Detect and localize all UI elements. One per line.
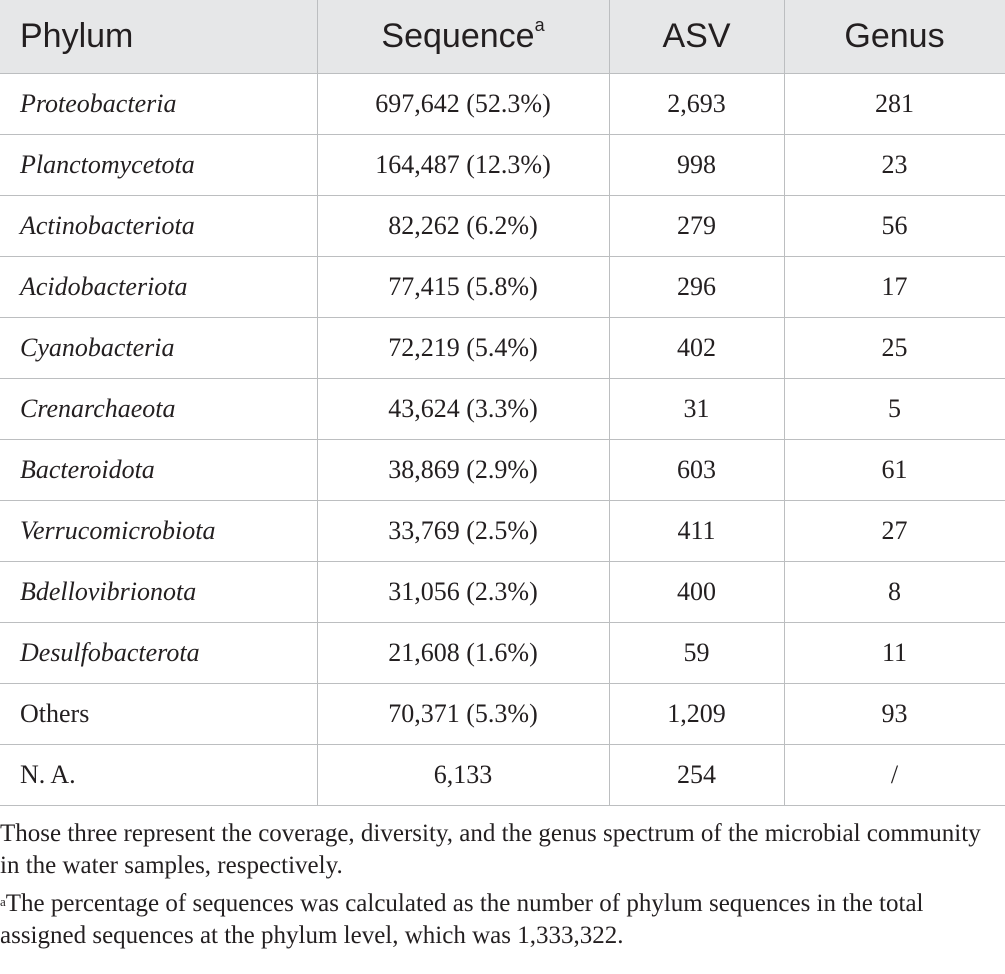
cell-asv: 603	[609, 440, 784, 501]
cell-asv: 279	[609, 196, 784, 257]
cell-phylum: Desulfobacterota	[0, 623, 317, 684]
table-row	[0, 379, 1005, 440]
table-row	[0, 257, 1005, 318]
cell-genus: 61	[784, 440, 1005, 501]
cell-sequence: 77,415 (5.8%)	[317, 257, 609, 318]
cell-genus: 23	[784, 135, 1005, 196]
cell-phylum: Proteobacteria	[0, 74, 317, 135]
footnote-a-text: The percentage of sequences was calculated as the number of phylum sequences in the total assigned sequences at the phylum level, which was 1,333,322.	[0, 890, 924, 949]
cell-asv: 31	[609, 379, 784, 440]
cell-genus: 93	[784, 684, 1005, 745]
table-row	[0, 74, 1005, 135]
cell-sequence: 82,262 (6.2%)	[317, 196, 609, 257]
cell-genus: 17	[784, 257, 1005, 318]
cell-asv: 400	[609, 562, 784, 623]
table-row	[0, 684, 1005, 745]
header-sequence	[317, 0, 609, 74]
cell-sequence: 70,371 (5.3%)	[317, 684, 609, 745]
cell-genus: 281	[784, 74, 1005, 135]
cell-genus: /	[784, 745, 1005, 806]
cell-phylum: Actinobacteriota	[0, 196, 317, 257]
cell-sequence: 21,608 (1.6%)	[317, 623, 609, 684]
cell-phylum: Planctomycetota	[0, 135, 317, 196]
footnote-a	[0, 888, 1000, 952]
header-phylum: Phylum	[0, 0, 317, 74]
cell-phylum: Cyanobacteria	[0, 318, 317, 379]
cell-sequence: 38,869 (2.9%)	[317, 440, 609, 501]
cell-phylum: Bacteroidota	[0, 440, 317, 501]
cell-sequence: 72,219 (5.4%)	[317, 318, 609, 379]
cell-genus: 25	[784, 318, 1005, 379]
cell-asv: 411	[609, 501, 784, 562]
table-row	[0, 623, 1005, 684]
cell-asv: 254	[609, 745, 784, 806]
table-row	[0, 318, 1005, 379]
cell-sequence: 697,642 (52.3%)	[317, 74, 609, 135]
cell-sequence: 43,624 (3.3%)	[317, 379, 609, 440]
cell-asv: 59	[609, 623, 784, 684]
cell-sequence: 33,769 (2.5%)	[317, 501, 609, 562]
table-body	[0, 74, 1005, 806]
cell-sequence: 6,133	[317, 745, 609, 806]
cell-asv: 2,693	[609, 74, 784, 135]
header-genus: Genus	[784, 0, 1005, 74]
cell-asv: 296	[609, 257, 784, 318]
cell-asv: 1,209	[609, 684, 784, 745]
cell-phylum: Others	[0, 684, 317, 745]
cell-phylum: Verrucomicrobiota	[0, 501, 317, 562]
cell-phylum: Bdellovibrionota	[0, 562, 317, 623]
table-row	[0, 745, 1005, 806]
cell-asv: 998	[609, 135, 784, 196]
cell-phylum: N. A.	[0, 745, 317, 806]
cell-phylum: Crenarchaeota	[0, 379, 317, 440]
cell-genus: 5	[784, 379, 1005, 440]
table-row	[0, 562, 1005, 623]
cell-sequence: 31,056 (2.3%)	[317, 562, 609, 623]
table-row	[0, 501, 1005, 562]
cell-genus: 56	[784, 196, 1005, 257]
table-row	[0, 135, 1005, 196]
cell-sequence: 164,487 (12.3%)	[317, 135, 609, 196]
cell-genus: 8	[784, 562, 1005, 623]
cell-asv: 402	[609, 318, 784, 379]
header-asv: ASV	[609, 0, 784, 74]
header-row	[0, 0, 1005, 74]
table-header	[0, 0, 1005, 74]
header-sequence-footnote-marker: a	[534, 15, 545, 35]
table-row	[0, 196, 1005, 257]
table-footnotes	[0, 818, 1000, 958]
footnote-general: Those three represent the coverage, diversity, and the genus spectrum of the microbial community in the water samples, respectively.	[0, 820, 981, 879]
cell-phylum: Acidobacteriota	[0, 257, 317, 318]
footnote-a-marker: a	[0, 894, 6, 909]
cell-genus: 27	[784, 501, 1005, 562]
header-sequence-label: Sequence	[381, 17, 535, 55]
table-row	[0, 440, 1005, 501]
cell-genus: 11	[784, 623, 1005, 684]
